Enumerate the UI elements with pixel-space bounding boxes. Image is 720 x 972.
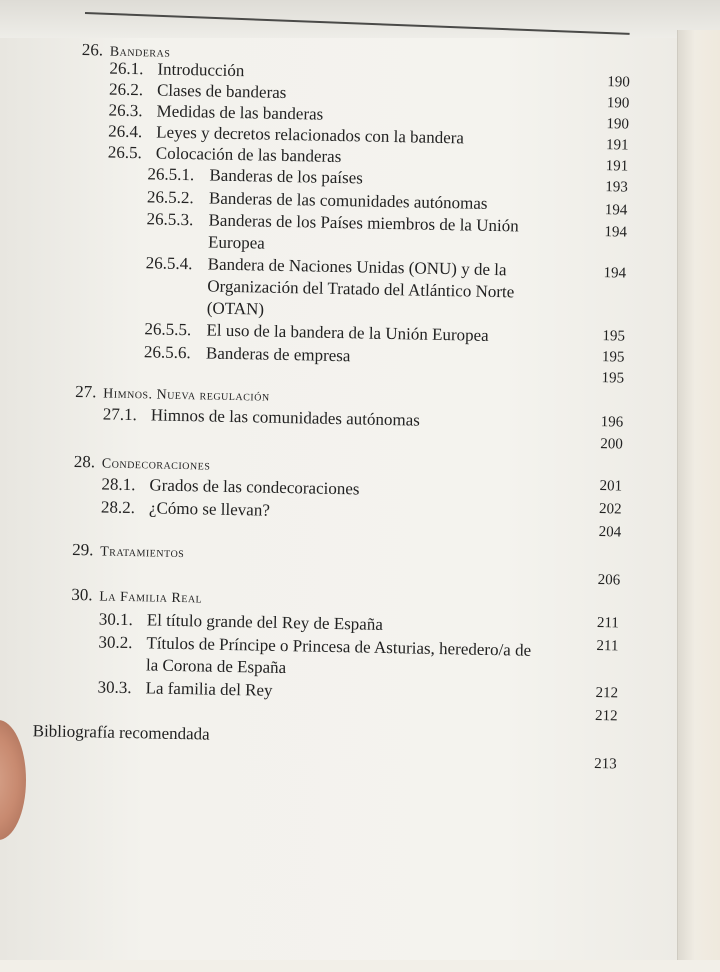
entry-number: 30.1. bbox=[98, 609, 134, 630]
entry-number: 27.1. bbox=[102, 404, 138, 425]
page-number: 195 bbox=[601, 349, 625, 366]
entry-title: Colocación de las banderas bbox=[155, 143, 342, 167]
toc-entry bbox=[101, 474, 359, 499]
toc-entry bbox=[145, 253, 515, 319]
entry-title: Grados de las condecoraciones bbox=[149, 475, 360, 499]
entry-title: El uso de la bandera de la Unión Europea bbox=[206, 320, 489, 345]
entry-title: Bandera de Naciones Unidas (ONU) y de la bbox=[207, 254, 507, 280]
entry-title: Medidas de las banderas bbox=[156, 101, 324, 124]
entry-title: Clases de banderas bbox=[156, 80, 287, 102]
entry-number: 30.2. bbox=[98, 632, 133, 653]
toc-entry bbox=[147, 164, 363, 188]
entry-title-continued: Europea bbox=[207, 232, 265, 253]
section-number: 30. bbox=[71, 584, 93, 605]
entry-number: 26.5.3. bbox=[146, 209, 194, 230]
page-number: 212 bbox=[594, 708, 618, 725]
toc-entry bbox=[144, 319, 489, 346]
page-number: 190 bbox=[606, 116, 630, 133]
toc-entry bbox=[144, 342, 351, 366]
section-heading bbox=[71, 585, 202, 608]
entry-title: Leyes y decretos relacionados con la bandera bbox=[156, 122, 465, 148]
section-heading bbox=[74, 452, 211, 475]
page-number: 196 bbox=[600, 414, 624, 431]
entry-title: Introducción bbox=[157, 59, 245, 81]
page-number: 206 bbox=[597, 572, 621, 589]
entry-number: 26.5.1. bbox=[147, 164, 195, 185]
section-title: Tratamientos bbox=[100, 544, 185, 562]
page-number: 194 bbox=[603, 265, 627, 282]
entry-title: Banderas de los países bbox=[209, 165, 364, 188]
entry-title-continued: Organización del Tratado del Atlántico Norte bbox=[207, 276, 515, 302]
page-number: 211 bbox=[596, 615, 620, 632]
page-number: 201 bbox=[599, 478, 623, 495]
section-title: La Familia Real bbox=[99, 589, 203, 607]
entry-title-continued: la Corona de España bbox=[145, 655, 287, 678]
entry-title-continued: (OTAN) bbox=[206, 298, 265, 319]
page-number: 190 bbox=[607, 74, 630, 91]
section-number: 26. bbox=[81, 40, 104, 60]
page-number: 193 bbox=[605, 179, 628, 196]
entry-number: 26.5.2. bbox=[146, 187, 194, 208]
section-number: 29. bbox=[72, 539, 94, 560]
entry-number: 26.5.5. bbox=[144, 319, 192, 340]
entry-title: El título grande del Rey de España bbox=[146, 610, 384, 634]
entry-title: Banderas de empresa bbox=[205, 343, 351, 366]
toc-entry bbox=[99, 609, 383, 634]
entry-title: Títulos de Príncipe o Princesa de Asturias, heredero/a de bbox=[146, 633, 532, 660]
section-heading bbox=[75, 382, 270, 406]
page-number: 212 bbox=[595, 685, 619, 702]
toc-entry bbox=[98, 632, 532, 678]
toc-entry bbox=[101, 497, 270, 520]
page-number: 213 bbox=[594, 756, 617, 773]
section-heading bbox=[72, 540, 185, 562]
toc-entry bbox=[108, 143, 342, 167]
page-number: 191 bbox=[605, 158, 629, 175]
section-number: 28. bbox=[73, 451, 96, 472]
toc-entry bbox=[97, 677, 272, 700]
page-number: 190 bbox=[606, 95, 630, 112]
toc-entry bbox=[109, 59, 244, 82]
entry-number: 28.1. bbox=[101, 474, 136, 495]
entry-number: 26.4. bbox=[108, 121, 143, 142]
toc-entry bbox=[103, 405, 420, 431]
page-number: 195 bbox=[602, 328, 626, 345]
bibliography-entry: Bibliografía recomendada bbox=[32, 721, 210, 744]
section-title: Banderas bbox=[109, 44, 171, 61]
entry-title: ¿Cómo se llevan? bbox=[148, 498, 271, 520]
section-title: Himnos. Nueva regulación bbox=[103, 386, 270, 405]
section-number: 27. bbox=[75, 381, 97, 402]
entry-title: Banderas de los Países miembros de la Unión bbox=[208, 210, 519, 236]
entry-number: 26.5. bbox=[107, 142, 143, 163]
entry-number: 26.5.4. bbox=[145, 253, 193, 274]
entry-title: La familia del Rey bbox=[145, 678, 273, 700]
page-number: 200 bbox=[600, 436, 623, 453]
page-number: 211 bbox=[596, 638, 619, 655]
page-number: 191 bbox=[605, 137, 629, 154]
page-number: 204 bbox=[598, 524, 622, 541]
page-number: 202 bbox=[598, 501, 622, 518]
page-number: 194 bbox=[604, 202, 628, 219]
entry-number: 28.2. bbox=[100, 497, 136, 518]
entry-number: 26.3. bbox=[108, 100, 143, 121]
entry-title: Banderas de las comunidades autónomas bbox=[208, 188, 488, 213]
toc-entry bbox=[108, 101, 323, 125]
entry-title: Himnos de las comunidades autónomas bbox=[150, 405, 421, 430]
toc-entry bbox=[109, 80, 287, 103]
entry-number: 26.5.6. bbox=[143, 342, 191, 363]
page-number: 195 bbox=[601, 370, 625, 387]
entry-number: 26.2. bbox=[108, 79, 144, 100]
entry-number: 30.3. bbox=[97, 677, 132, 698]
entry-number: 26.1. bbox=[109, 58, 144, 79]
section-title: Condecoraciones bbox=[101, 456, 211, 474]
page-number: 194 bbox=[604, 224, 628, 241]
